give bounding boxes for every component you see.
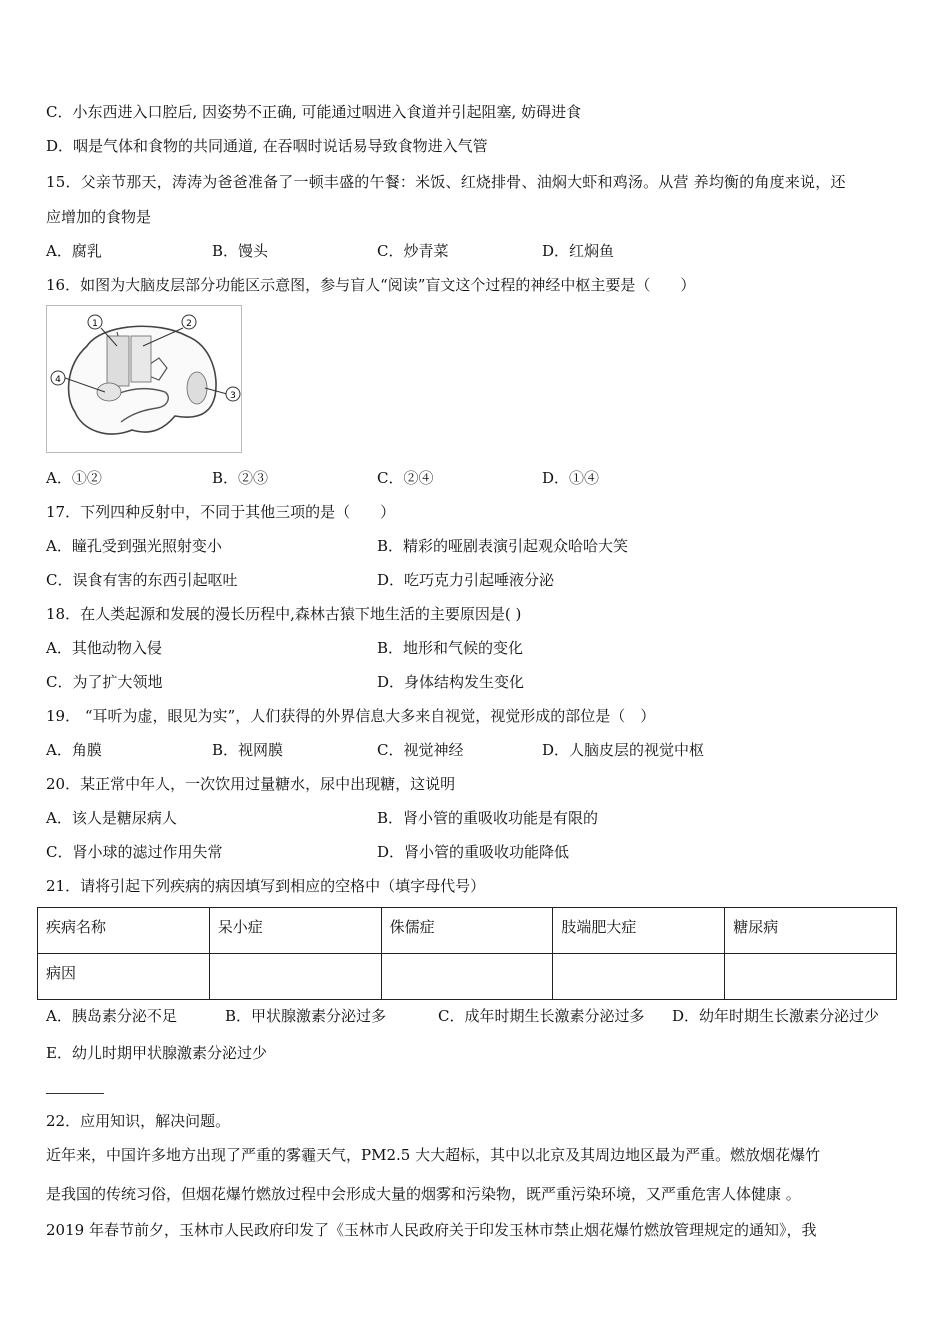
q20-option-d: D．肾小管的重吸收功能降低 (377, 843, 570, 861)
table-row (38, 908, 897, 954)
motor-area (107, 336, 129, 386)
q14-option-c: C．小东西进入口腔后, 因姿势不正确, 可能通过咽进入食道并引起阻塞, 妨碍进食 (46, 103, 582, 121)
q17-option-d: D．吃巧克力引起唾液分泌 (377, 571, 555, 589)
q20-option-c: C．肾小球的滤过作用失常 (46, 843, 223, 861)
answer-cell[interactable] (553, 954, 725, 1000)
brain-diagram-svg (47, 306, 241, 452)
q16-option-c: C．②④ (377, 469, 434, 487)
q20-option-a: A．该人是糖尿病人 (46, 809, 177, 827)
q17-option-c: C．误食有害的东西引起呕吐 (46, 571, 238, 589)
q18-option-d: D．身体结构发生变化 (377, 673, 525, 691)
q19-option-b: B．视网膜 (212, 741, 284, 759)
q21-option-d: D．幼年时期生长激素分泌过少 (672, 1007, 880, 1025)
q18-stem: 18．在人类起源和发展的漫长历程中,森林古猿下地生活的主要原因是( ) (46, 605, 522, 623)
table-cell: 疾病名称 (38, 908, 210, 954)
brain-cortex-diagram (46, 305, 242, 453)
table-cell: 呆小症 (209, 908, 381, 954)
language-area (97, 383, 121, 401)
q16-option-a: A．①② (46, 469, 102, 487)
q19-stem: 19． “耳听为虚，眼见为实”，人们获得的外界信息大多来自视觉，视觉形成的部位是（ ） (46, 707, 656, 725)
q16-stem: 16．如图为大脑皮层部分功能区示意图，参与盲人“阅读”盲文这个过程的神经中枢主要是（ ） (46, 276, 696, 294)
q16-option-b: B．②③ (212, 469, 269, 487)
q19-option-c: C．视觉神经 (377, 741, 464, 759)
q21-option-c: C．成年时期生长激素分泌过多 (438, 1007, 645, 1025)
q17-option-b: B．精彩的哑剧表演引起观众哈哈大笑 (377, 537, 629, 555)
q22-paragraph-line1: 近年来，中国许多地方出现了严重的雾霾天气，PM2.5 大大超标，其中以北京及其周边地区最为严重。燃放烟花爆竹 (46, 1146, 821, 1164)
table-cell: 侏儒症 (381, 908, 553, 954)
table-cell: 肢端肥大症 (553, 908, 725, 954)
q21-option-a: A．胰岛素分泌不足 (46, 1007, 177, 1025)
q17-option-a: A．瞳孔受到强光照射变小 (46, 537, 222, 555)
table-cell: 病因 (38, 954, 210, 1000)
q15-option-d: D．红焖鱼 (542, 242, 615, 260)
q15-option-a: A．腐乳 (46, 242, 102, 260)
q21-option-e: E．幼儿时期甲状腺激素分泌过少 (46, 1044, 267, 1062)
q15-stem-line1: 15．父亲节那天，涛涛为爸爸准备了一顿丰盛的午餐：米饭、红烧排骨、油焖大虾和鸡汤。从营 养均衡的角度来说，还 (46, 173, 846, 191)
q19-option-a: A．角膜 (46, 741, 102, 759)
q15-stem-line2: 应增加的食物是 (46, 208, 152, 226)
label-3: 3 (230, 391, 236, 401)
q15-option-b: B．馒头 (212, 242, 269, 260)
visual-area (187, 372, 207, 404)
q22-paragraph-line2: 是我国的传统习俗，但烟花爆竹燃放过程中会形成大量的烟雾和污染物，既严重污染环境，又严重危害人体健康 。 (46, 1185, 801, 1203)
q14-option-d: D．咽是气体和食物的共同通道, 在吞咽时说话易导致食物进入气管 (46, 137, 488, 155)
label-1: 1 (92, 319, 98, 329)
sensory-area (131, 336, 151, 382)
answer-cell[interactable] (209, 954, 381, 1000)
q18-option-a: A．其他动物入侵 (46, 639, 162, 657)
q15-option-c: C．炒青菜 (377, 242, 449, 260)
disease-cause-table (37, 907, 897, 1000)
q18-option-c: C．为了扩大领地 (46, 673, 163, 691)
table-cell: 糖尿病 (725, 908, 897, 954)
q17-stem: 17．下列四种反射中，不同于其他三项的是（ ） (46, 503, 396, 521)
q22-stem: 22．应用知识，解决问题。 (46, 1112, 231, 1130)
table-row (38, 954, 897, 1000)
q20-stem: 20．某正常中年人，一次饮用过量糖水，尿中出现糖，这说明 (46, 775, 456, 793)
q16-option-d: D．①④ (542, 469, 600, 487)
q20-option-b: B．肾小管的重吸收功能是有限的 (377, 809, 599, 827)
q18-option-b: B．地形和气候的变化 (377, 639, 524, 657)
label-2: 2 (186, 319, 192, 329)
answer-cell[interactable] (381, 954, 553, 1000)
q22-paragraph-line3: 2019 年春节前夕，玉林市人民政府印发了《玉林市人民政府关于印发玉林市禁止烟花爆竹燃放管理规定的通知》，我 (46, 1221, 817, 1239)
q19-option-d: D．人脑皮层的视觉中枢 (542, 741, 705, 759)
answer-cell[interactable] (725, 954, 897, 1000)
q21-stem: 21．请将引起下列疾病的病因填写到相应的空格中（填字母代号） (46, 877, 486, 895)
separator-rule (46, 1093, 104, 1094)
label-4: 4 (55, 375, 61, 385)
q21-option-b: B．甲状腺激素分泌过多 (225, 1007, 387, 1025)
